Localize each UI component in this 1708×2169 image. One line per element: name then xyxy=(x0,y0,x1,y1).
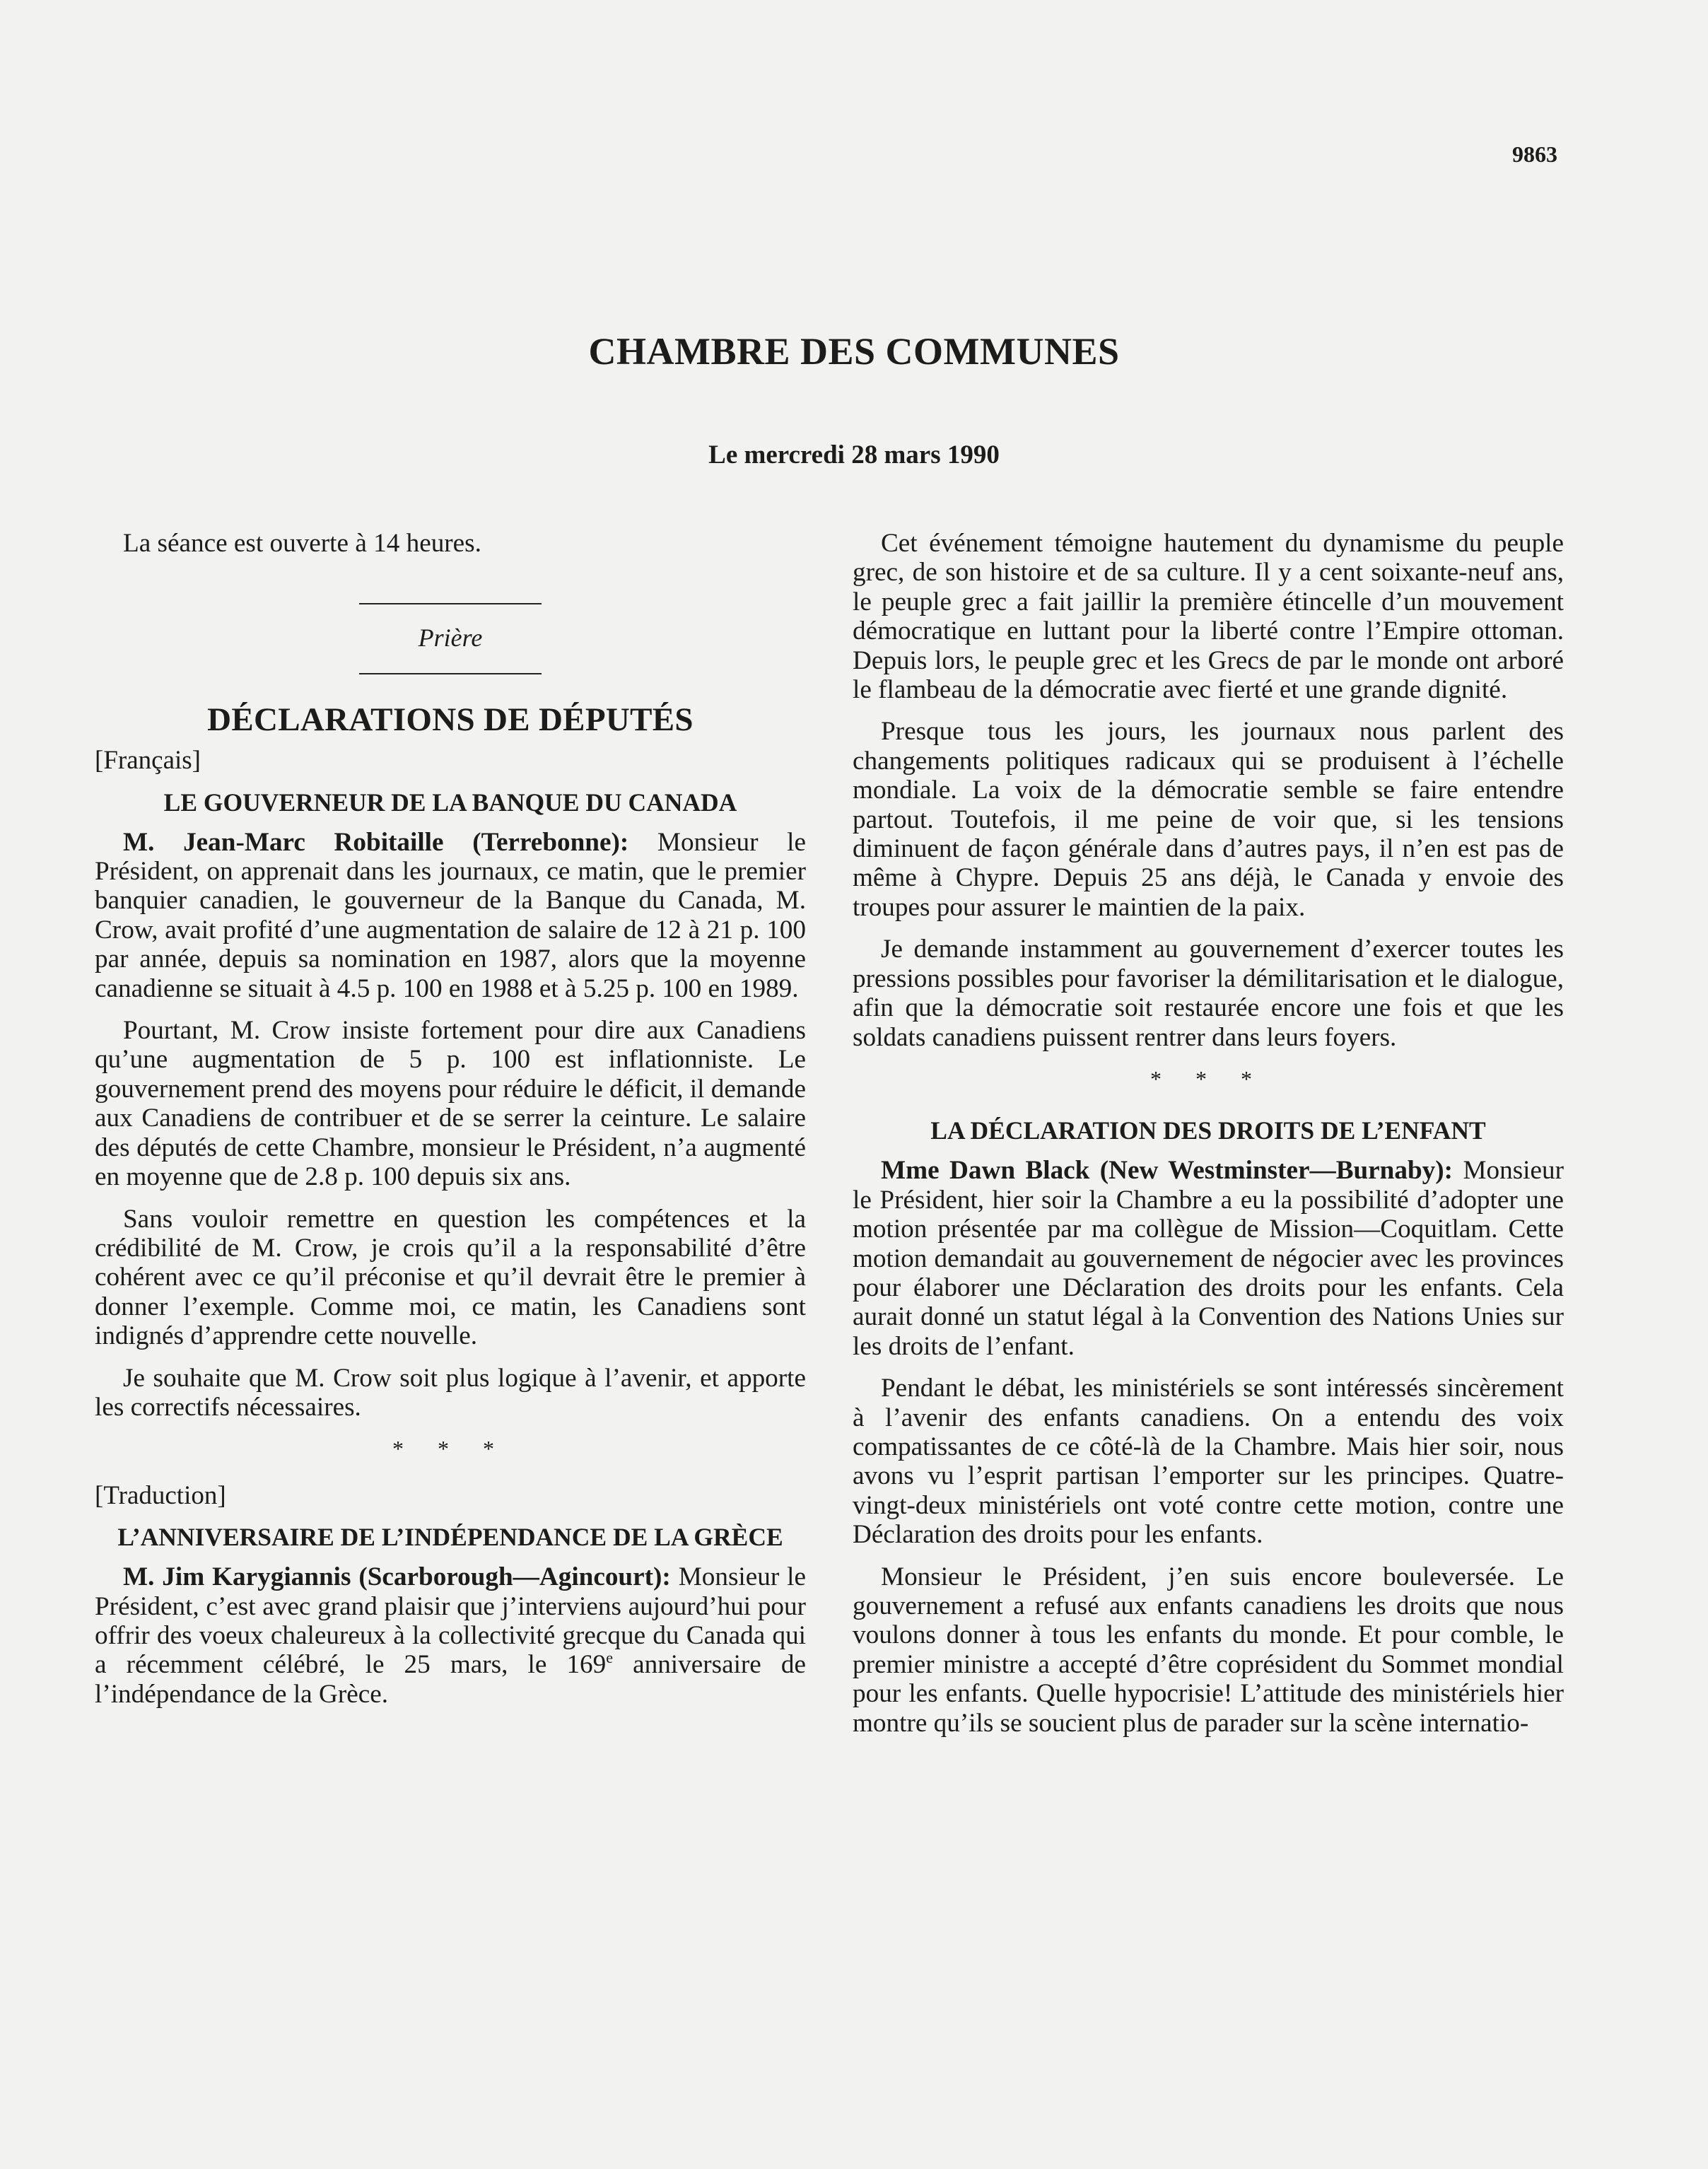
statement-paragraph: Presque tous les jours, les journaux nous parlent des changements politiques radicaux qui se produisent à l’échelle mondiale. La voix de la démocratie semble se faire entendre partout. Toutefois, il me peine de voir que, si les tensions diminuent de façon générale dans d’autres pays, il n’en est pas de même à Chypre. Depuis 25 ans déjà, le Canada y envoie des troupes pour assurer le maintien de la paix. xyxy=(853,717,1564,922)
page-number: 9863 xyxy=(1512,141,1557,167)
rule-bottom xyxy=(359,673,542,674)
page-title: CHAMBRE DES COMMUNES xyxy=(588,330,1120,373)
date-line: Le mercredi 28 mars 1990 xyxy=(708,440,1000,469)
statement-paragraph xyxy=(95,1562,806,1709)
statement-paragraph: Pourtant, M. Crow insiste fortement pour dire aux Canadiens qu’une augmentation de 5 p. 100 est inflationniste. Le gouvernement prend des moyens pour réduire le déficit, il demande aux Canadiens de contribuer et de se serrer la ceinture. Le salaire des députés de cette Chambre, monsieur le Président, n’a augmenté en moyenne que de 2.8 p. 100 depuis six ans. xyxy=(95,1016,806,1192)
language-tag-french: [Français] xyxy=(95,746,201,776)
section-separator: * * * xyxy=(1150,1065,1266,1092)
left-column xyxy=(95,529,806,1721)
main-section-heading: DÉCLARATIONS DE DÉPUTÉS xyxy=(207,701,694,738)
section-separator: * * * xyxy=(392,1436,508,1462)
superscript: e xyxy=(606,1649,613,1667)
paragraph-text: Monsieur le Président, c’est avec grand plaisir que j’interviens aujourd’hui pour offrir des voeux chaleureux à la collectivité grecque du Canada qui a récemment célébré, le 25 mars, le 169 xyxy=(95,1562,806,1680)
speaker-name: M. Jim Karygiannis (Scarborough—Agincourt): xyxy=(123,1562,671,1592)
statement-paragraph: Sans vouloir remettre en question les compétences et la crédibilité de M. Crow, je crois qu’il a la responsabilité d’être cohérent avec ce qu’il préconise et qu’il devrait être le premier à donner l’exemple. Comme moi, ce matin, les Canadiens sont indignés d’apprendre cette nouvelle. xyxy=(95,1204,806,1351)
prayer-label: Prière xyxy=(418,624,483,653)
opening-line: La séance est ouverte à 14 heures. xyxy=(123,529,481,558)
paragraph-text: anniversaire de l’indépendance de la Grèce. xyxy=(95,1650,807,1709)
section-heading-child-rights: LA DÉCLARATION DES DROITS DE L’ENFANT xyxy=(930,1116,1486,1145)
statement-paragraph: Cet événement témoigne hautement du dynamisme du peuple grec, de son histoire et de sa culture. Il y a cent soixante-neuf ans, le peuple grec a fait jaillir la première étincelle d’un mouvement démocratique en luttant pour la liberté contre l’Empire ottoman. Depuis lors, le peuple grec et les Grecs de par le monde ont arboré le flambeau de la démocratie avec fierté et une grande dignité. xyxy=(853,529,1564,705)
statement-paragraph xyxy=(95,828,806,1003)
paragraph-text: Monsieur le Président, on apprenait dans les journaux, ce matin, que le premier banquier canadien, le gouverneur de la Banque du Canada, M. Crow, avait profité d’une augmentation de salaire de 12 à 21 p. 100 par année, depuis sa nomination en 1987, alors que la moyenne canadienne se situait à 4.5 p. 100 en 1988 et à 5.25 p. 100 en 1989. xyxy=(95,827,806,1003)
section-heading-bank-governor: LE GOUVERNEUR DE LA BANQUE DU CANADA xyxy=(163,788,737,817)
statement-paragraph: Je demande instamment au gouvernement d’exercer toutes les pressions possibles pour favoriser la démilitarisation et le dialogue, afin que la démocratie soit restaurée encore une fois et que les soldats canadiens puissent rentrer dans leurs foyers. xyxy=(853,935,1564,1052)
statement-paragraph xyxy=(853,1156,1564,1361)
section-heading-greek-independence: L’ANNIVERSAIRE DE L’INDÉPENDANCE DE LA GRÈCE xyxy=(117,1523,783,1552)
statement-paragraph: Monsieur le Président, j’en suis encore bouleversée. Le gouvernement a refusé aux enfants canadiens les droits que nous voulons donner à tous les enfants du monde. Et pour comble, le premier ministre a accepté d’être coprésident du Sommet mondial pour les enfants. Quelle hypocrisie! L’attitude des ministériels hier montre qu’ils se soucient plus de parader sur la scène internatio- xyxy=(853,1562,1564,1738)
statement-paragraph: Je souhaite que M. Crow soit plus logique à l’avenir, et apporte les correctifs nécessaires. xyxy=(95,1363,806,1422)
right-column xyxy=(853,529,1564,1750)
speaker-name: M. Jean-Marc Robitaille (Terrebonne): xyxy=(123,827,629,857)
rule-top xyxy=(359,603,542,604)
paragraph-text: Monsieur le Président, hier soir la Chambre a eu la possibilité d’adopter une motion présentée par ma collègue de Mission—Coquitlam. Cette motion demandait au gouvernement de négocier avec les provinces pour élaborer une Déclaration des droits pour les enfants. Cela aurait donné un statut légal à la Convention des Nations Unies sur les droits de l’enfant. xyxy=(853,1156,1564,1361)
statement-paragraph: Pendant le débat, les ministériels se sont intéressés sincèrement à l’avenir des enfants canadiens. On a entendu des voix compatissantes de ce côté-là de la Chambre. Mais hier soir, nous avons vu l’esprit partisan l’emporter sur les principes. Quatre-vingt-deux ministériels ont voté contre cette motion, contre une Déclaration des droits pour les enfants. xyxy=(853,1374,1564,1550)
language-tag-translation: [Traduction] xyxy=(95,1480,226,1510)
speaker-name: Mme Dawn Black (New Westminster—Burnaby): xyxy=(881,1156,1453,1186)
